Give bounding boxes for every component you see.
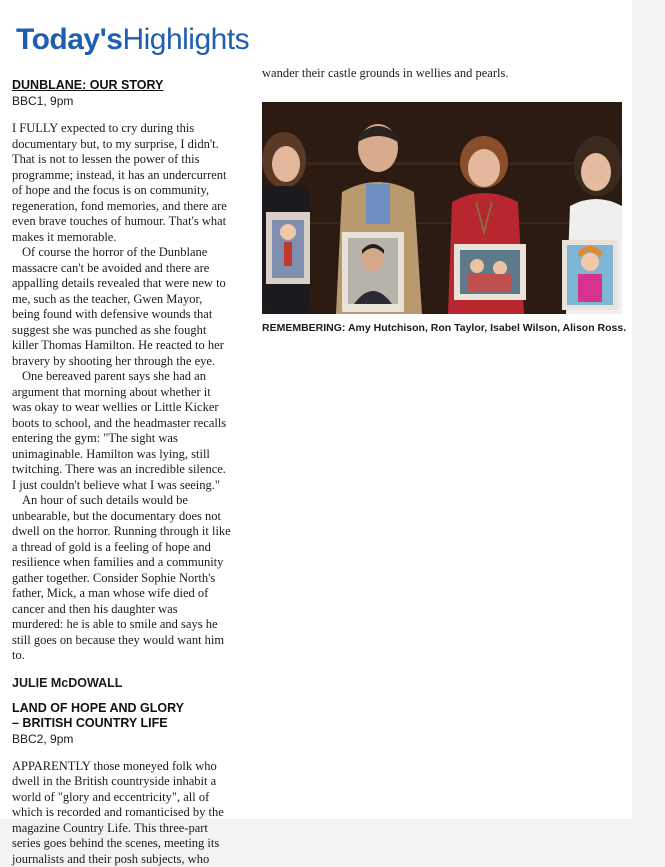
left-column: [12, 78, 232, 867]
article1-title: DUNBLANE: OUR STORY: [12, 78, 232, 93]
family-photo: [262, 102, 622, 314]
article1-paragraph-3: One bereaved parent says she had an argument that morning about whether it was okay to wear wellies or Little Kicker boots to school, and the headmaster recalls entering the gym: "The sight was unimaginable. Hamilton was lying, still twitching. There was an incredible silence. I just couldn't believe what I was seeing.": [12, 369, 232, 493]
article1-body: [12, 121, 232, 664]
right-column: [262, 66, 622, 335]
article1-paragraph-1: I FULLY expected to cry during this documentary but, to my surprise, I didn't. That is not to lessen the power of this programme; instead, it has an undercurrent of hope and the focus is on community, regeneration, fond memories, and there are even brave touches of humour. That's what makes it memorable.: [12, 121, 232, 245]
article2-body: [12, 759, 232, 867]
photo-caption: REMEMBERING: Amy Hutchison, Ron Taylor, Isabel Wilson, Alison Ross.: [262, 322, 622, 335]
masthead-bold: Today's: [16, 23, 122, 56]
article1-paragraph-4: An hour of such details would be unbearable, but the documentary does not dwell on the horror. Running through it like a thread of gold is a feeling of hope and resilience when families and a community gather together. Consider Sophie North's father, Mick, a man whose wife died of cancer and then his daughter was murdered: he is able to smile and says he still goes on because they would want him to.: [12, 493, 232, 664]
masthead-light: Highlights: [122, 23, 249, 56]
article2-title-line1: LAND OF HOPE AND GLORY: [12, 701, 232, 716]
section-masthead: [16, 22, 249, 58]
article1-paragraph-2: Of course the horror of the Dunblane massacre can't be avoided and there are appalling details revealed that were new to me, such as the teacher, Gwen Mayor, being found with defensive wounds that suggest she was punched as she fought killer Thomas Hamilton. He reacted to her bravery by shooting her through the eye.: [12, 245, 232, 369]
article2-channel: BBC2, 9pm: [12, 732, 232, 747]
article2-continuation: wander their castle grounds in wellies and pearls.: [262, 66, 622, 82]
article1-channel: BBC1, 9pm: [12, 94, 232, 109]
article2: [12, 701, 232, 867]
article2-title-line2: – BRITISH COUNTRY LIFE: [12, 716, 232, 731]
article2-paragraph: APPARENTLY those moneyed folk who dwell in the British countryside inhabit a world of "glory and eccentricity", all of which is recorded and romanticised by the magazine Country Life. This three-part series goes behind the scenes, meeting its journalists and their posh subjects, who: [12, 759, 232, 867]
photo-illustration: [262, 102, 622, 314]
article1-byline: JULIE McDOWALL: [12, 676, 232, 691]
